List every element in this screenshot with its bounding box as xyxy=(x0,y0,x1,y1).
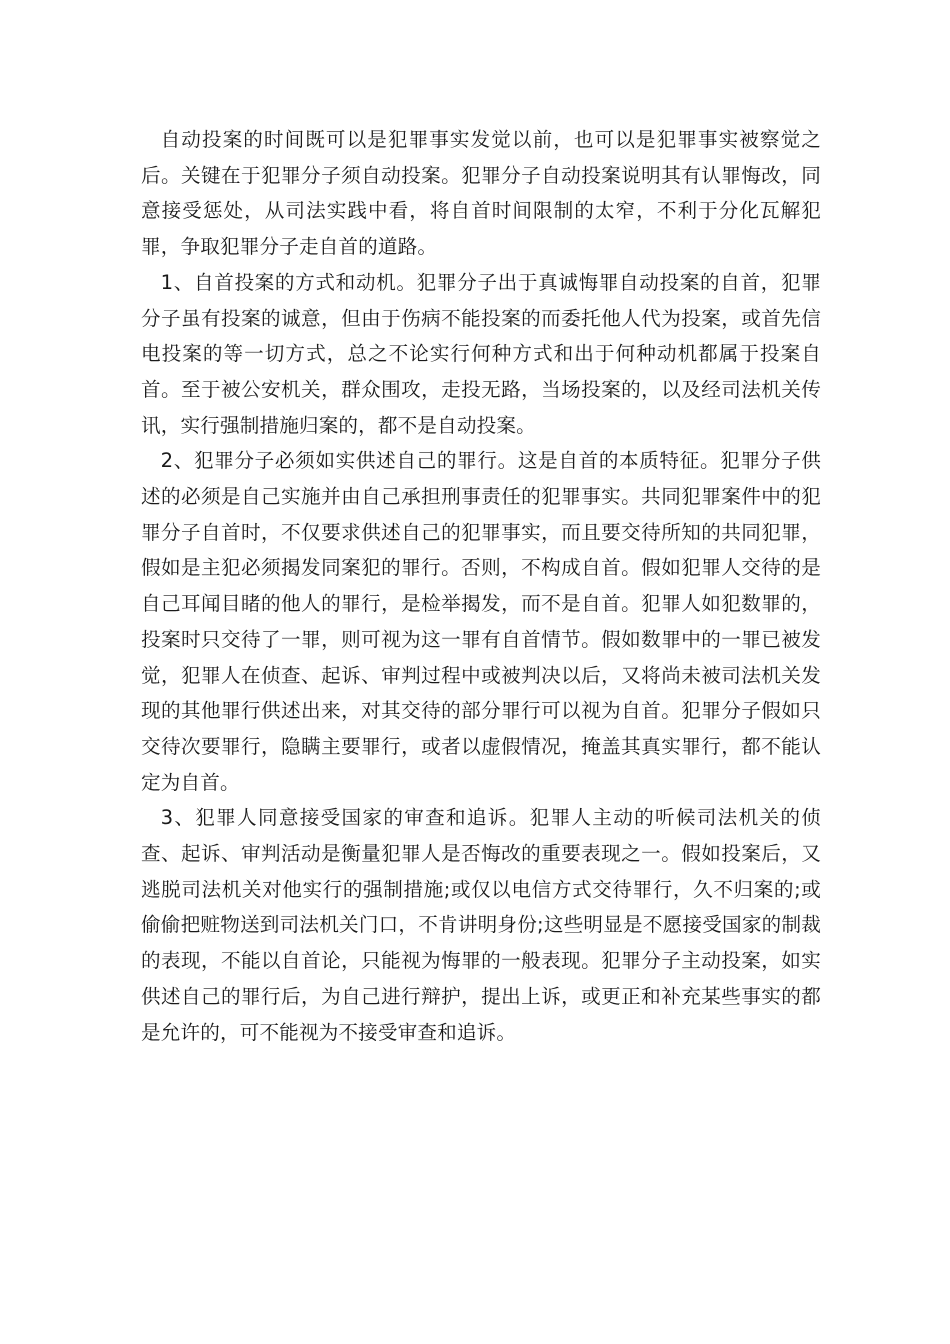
document-body xyxy=(141,122,821,1050)
paragraph-point-2: 2、犯罪分子必须如实供述自己的罪行。这是自首的本质特征。犯罪分子供述的必须是自己实施并由自己承担刑事责任的犯罪事实。共同犯罪案件中的犯罪分子自首时，不仅要求供述自己的犯罪事实，而且要交待所知的共同犯罪，假如是主犯必须揭发同案犯的罪行。否则，不构成自首。假如犯罪人交待的是自己耳闻目睹的他人的罪行，是检举揭发，而不是自首。犯罪人如犯数罪的，投案时只交待了一罪，则可视为这一罪有自首情节。假如数罪中的一罪已被发觉，犯罪人在侦查、起诉、审判过程中或被判决以后，又将尚未被司法机关发现的其他罪行供述出来，对其交待的部分罪行可以视为自首。犯罪分子假如只交待次要罪行，隐瞒主要罪行，或者以虚假情况，掩盖其真实罪行，都不能认定为自首。 xyxy=(141,449,821,794)
paragraph-point-1: 1、自首投案的方式和动机。犯罪分子出于真诚悔罪自动投案的自首，犯罪分子虽有投案的诚意，但由于伤病不能投案的而委托他人代为投案，或首先信电投案的等一切方式，总之不论实行何种方式和出于何种动机都属于投案自首。至于被公安机关，群众围攻，走投无路，当场投案的，以及经司法机关传讯，实行强制措施归案的，都不是自动投案。 xyxy=(141,270,821,437)
paragraph-intro: 自动投案的时间既可以是犯罪事实发觉以前，也可以是犯罪事实被察觉之后。关键在于犯罪分子须自动投案。犯罪分子自动投案说明其有认罪悔改，同意接受惩处，从司法实践中看，将自首时间限制的太窄，不利于分化瓦解犯罪，争取犯罪分子走自首的道路。 xyxy=(141,128,821,259)
paragraph-point-3: 3、犯罪人同意接受国家的审查和追诉。犯罪人主动的听候司法机关的侦查、起诉、审判活动是衡量犯罪人是否悔改的重要表现之一。假如投案后，又逃脱司法机关对他实行的强制措施;或仅以电信方式交待罪行，久不归案的;或偷偷把赃物送到司法机关门口，不肯讲明身份;这些明显是不愿接受国家的制裁的表现，不能以自首论，只能视为悔罪的一般表现。犯罪分子主动投案，如实供述自己的罪行后，为自己进行辩护，提出上诉，或更正和补充某些事实的都是允许的，可不能视为不接受审查和追诉。 xyxy=(141,806,821,1044)
